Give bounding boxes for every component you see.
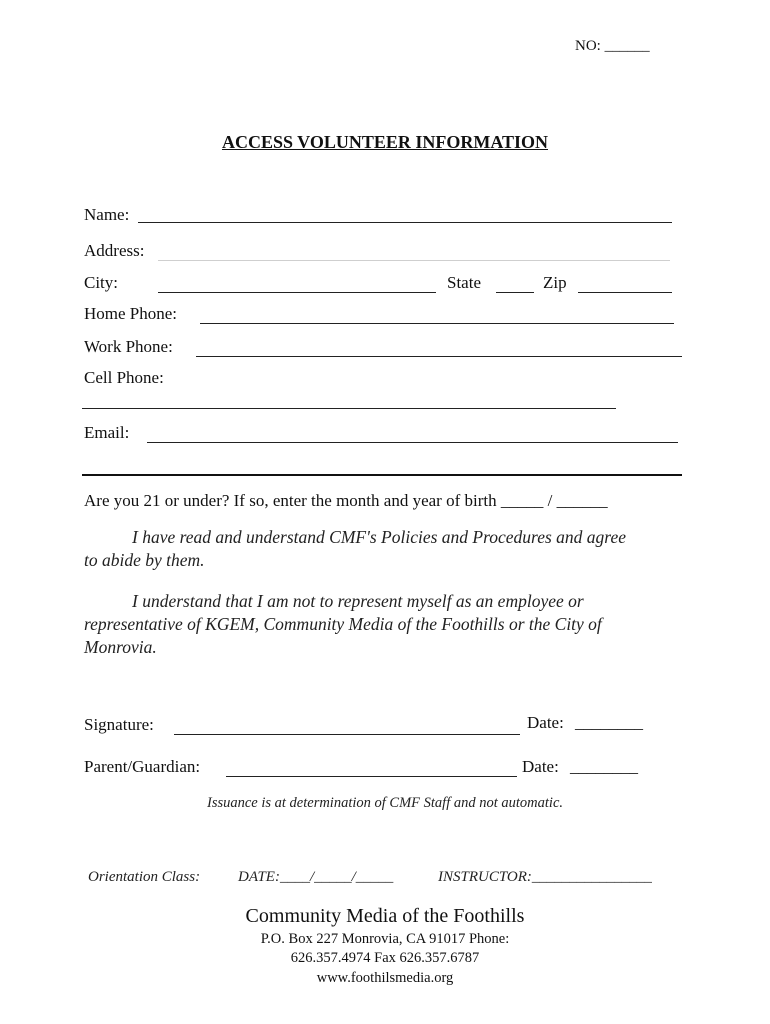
- orientation-date-field[interactable]: DATE:____/_____/_____: [238, 869, 394, 885]
- home-phone-label: Home Phone:: [84, 304, 178, 323]
- section-divider: [82, 454, 682, 476]
- cell-phone-field[interactable]: [82, 390, 616, 409]
- policies-line-2: to abide by them.: [84, 550, 205, 570]
- cell-phone-label: Cell Phone:: [84, 368, 164, 387]
- name-field[interactable]: [138, 202, 672, 223]
- footer-website[interactable]: www.foothilsmedia.org: [316, 970, 454, 986]
- representation-statement: [84, 590, 684, 659]
- representation-line-3: Monrovia.: [84, 637, 157, 657]
- email-field[interactable]: [147, 422, 678, 443]
- orientation-instructor-field[interactable]: INSTRUCTOR:________________: [438, 869, 652, 885]
- issuance-note: Issuance is at determination of CMF Staff and not automatic.: [206, 795, 564, 811]
- address-field[interactable]: [158, 240, 670, 261]
- form-number: NO: ______: [575, 38, 650, 54]
- zip-label: Zip: [543, 273, 567, 292]
- signature-date-field[interactable]: ________: [575, 713, 643, 732]
- parent-guardian-label: Parent/Guardian:: [84, 757, 201, 776]
- policies-statement: [84, 526, 684, 572]
- state-field[interactable]: [496, 272, 534, 293]
- parent-date-label: Date:: [522, 757, 559, 776]
- state-label: State: [447, 273, 481, 292]
- address-label: Address:: [84, 241, 145, 260]
- city-field[interactable]: [158, 272, 436, 293]
- zip-field[interactable]: [578, 272, 672, 293]
- representation-line-2: representative of KGEM, Community Media of the Foothills or the City of: [84, 614, 602, 634]
- footer-org-name: Community Media of the Foothills: [245, 905, 525, 927]
- footer-phone-fax: 626.357.4974 Fax 626.357.6787: [290, 950, 480, 966]
- signature-date-label: Date:: [527, 713, 564, 732]
- home-phone-field[interactable]: [200, 303, 674, 324]
- title-text: ACCESS VOLUNTEER INFORMATION: [221, 132, 549, 152]
- name-label: Name:: [84, 205, 130, 224]
- representation-line-1: I understand that I am not to represent myself as an employee or: [132, 591, 584, 611]
- orientation-class-label: Orientation Class:: [88, 869, 201, 885]
- policies-line-1: I have read and understand CMF's Policies and Procedures and agree: [132, 527, 626, 547]
- page-title: [0, 132, 770, 153]
- work-phone-label: Work Phone:: [84, 337, 173, 356]
- signature-field[interactable]: [174, 714, 520, 735]
- city-label: City:: [84, 273, 119, 292]
- parent-date-field[interactable]: ________: [570, 757, 638, 776]
- parent-guardian-field[interactable]: [226, 756, 517, 777]
- age-question: Are you 21 or under? If so, enter the month and year of birth _____ / ______: [84, 491, 608, 510]
- signature-label: Signature:: [84, 715, 154, 734]
- footer-address: P.O. Box 227 Monrovia, CA 91017 Phone:: [260, 931, 510, 947]
- email-label: Email:: [84, 423, 130, 442]
- work-phone-field[interactable]: [196, 336, 682, 357]
